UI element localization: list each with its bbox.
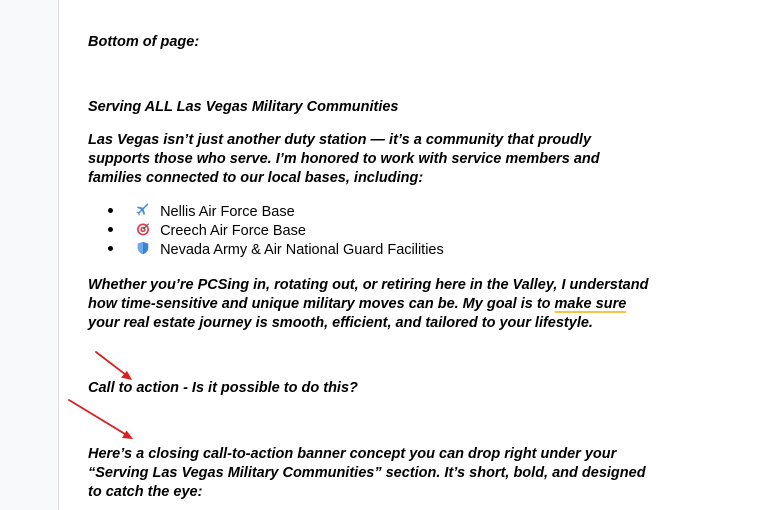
base-label: Nevada Army & Air National Guard Facilities [160, 242, 444, 258]
closing-line: to catch the eye: [88, 484, 203, 500]
section-heading: Serving ALL Las Vegas Military Communities [88, 99, 399, 115]
intro-line: Las Vegas isn’t just another duty station — it’s a community that proudly [88, 132, 592, 148]
red-arrow-icon [64, 394, 138, 444]
base-label: Nellis Air Force Base [160, 204, 295, 220]
pcs-text: how time-sensitive and unique military moves can be. My goal is to [88, 296, 555, 312]
closing-line: Here’s a closing call-to-action banner concept you can drop right under your [88, 446, 617, 462]
airplane-icon [136, 203, 150, 217]
shield-icon [136, 241, 150, 255]
bottom-of-page-heading: Bottom of page: [88, 34, 200, 50]
base-label: Creech Air Force Base [160, 223, 306, 239]
target-icon [136, 222, 150, 236]
pcs-line: Whether you’re PCSing in, rotating out, or retiring here in the Valley, I understand [88, 277, 649, 293]
bases-list [108, 203, 444, 260]
list-item [108, 241, 444, 260]
suggestion-underline[interactable]: make sure [554, 296, 627, 312]
bullet-dot [108, 246, 113, 251]
list-item [108, 222, 444, 241]
intro-line: supports those who serve. I’m honored to work with service members and [88, 151, 600, 167]
bullet-dot [108, 227, 113, 232]
pcs-line: your real estate journey is smooth, efficient, and tailored to your lifestyle. [88, 315, 593, 331]
cta-question: Call to action - Is it possible to do this? [88, 380, 358, 396]
list-item [108, 203, 444, 222]
intro-line: families connected to our local bases, including: [88, 170, 424, 186]
bullet-dot [108, 208, 113, 213]
pcs-line [88, 295, 626, 314]
closing-line: “Serving Las Vegas Military Communities” section. It’s short, bold, and designed [88, 465, 646, 481]
